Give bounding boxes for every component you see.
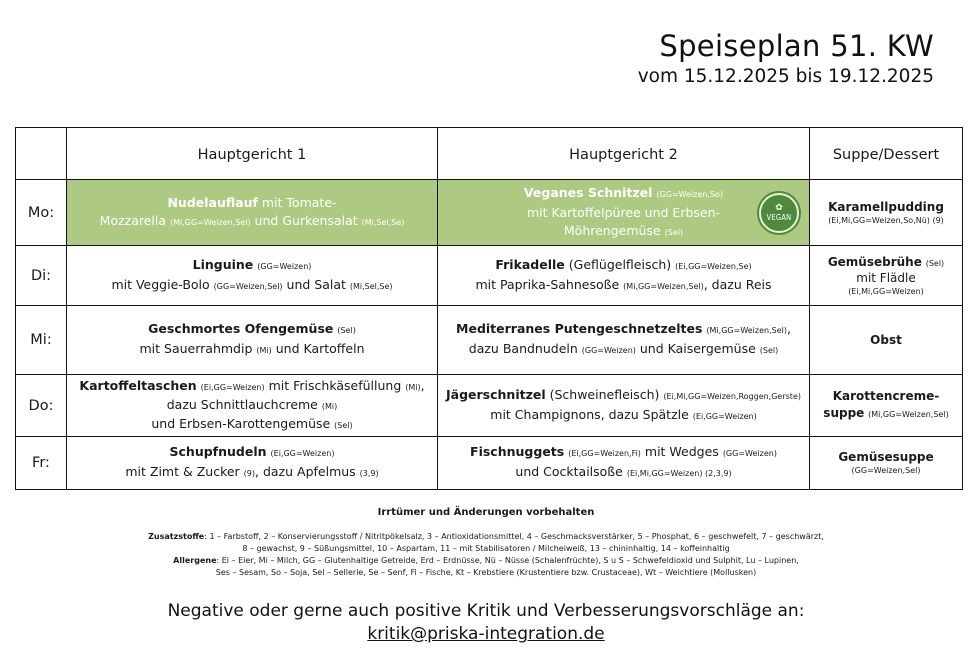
allergens: (Mi,GG=Weizen,Sel) [170, 217, 251, 227]
date-range: vom 15.12.2025 bis 19.12.2025 [637, 66, 934, 87]
page-title: Speiseplan 51. KW [659, 29, 934, 63]
allergens: (Mi) [321, 402, 338, 411]
allergens: (Sel) [664, 227, 684, 237]
allergens: (Ei,GG=Weizen) [200, 383, 265, 392]
main-dish-1 [67, 306, 438, 375]
allergens: (Ei,Mi,GG=Weizen,Roggen,Gerste) [663, 391, 801, 401]
allergens-text: : Ei – Eier, Mi – Milch, GG – Glutenhaltige Getreide, Erd – Erdnüsse, Nü – Nüsse (Schalenfrüchte), S u S – Schwefeldioxid und Sulphit, Lu – Lupinen, [216, 556, 799, 565]
disclaimer: Irrtümer und Änderungen vorbehalten [377, 507, 595, 518]
main-dish-2 [438, 306, 810, 375]
dish-text: mit Zimt & Zucker [125, 464, 244, 479]
additives-text-2: 8 – gewachst, 9 – Süßungsmittel, 10 – Aspartam, 11 – mit Stabilisatoren / Milcheiweiß, 13 – chininhaltig, 14 – koffeinhaltig [242, 544, 730, 553]
allergens-text-2: Ses – Sesam, So – Soja, Sel – Sellerie, Se – Senf, Fi – Fische, Kt – Krebstiere (Krustentiere bzw. Crustaceae), Wt – Weichtiere (Mollusken) [215, 568, 757, 577]
dish-name: Schupfnudeln [169, 444, 267, 459]
dish-text: Möhrengemüse [563, 222, 665, 238]
feedback-section [0, 600, 972, 646]
soup-dessert [810, 180, 963, 246]
allergens: (Ei,GG=Weizen) [692, 411, 757, 421]
legend [0, 531, 972, 579]
soup-dessert [810, 306, 963, 375]
header-soup-dessert: Suppe/Dessert [810, 128, 963, 180]
allergens: (Ei,GG=Weizen,Se) [675, 261, 752, 271]
dish-text: mit Sauerrahmdip [139, 341, 257, 356]
allergens: (Sel) [759, 346, 779, 355]
dish-name: Jägerschnitzel [446, 386, 546, 402]
allergens: (Mi,GG=Weizen,Sel) [623, 281, 704, 291]
vegan-badge-label: VEGAN [766, 213, 792, 222]
dish-text: und Salat [282, 276, 350, 292]
allergens: (Ei,Mi,GG=Weizen) [848, 286, 924, 296]
day-label: Di: [16, 246, 67, 306]
allergens: (GG=Weizen,Sel) [851, 466, 921, 475]
day-label: Mi: [16, 306, 67, 375]
allergens: (Sel) [925, 258, 945, 268]
dish-text: , [786, 321, 791, 336]
main-dish-1 [67, 180, 438, 246]
main-dish-2 [438, 246, 810, 306]
allergens: (Mi) [405, 383, 421, 392]
dish-text: und Kaisergemüse [635, 341, 760, 356]
day-label: Fr: [16, 437, 67, 490]
allergens: (Mi,GG=Weizen,Sel) [706, 326, 787, 335]
page-header [638, 28, 934, 90]
dish-name: Obst [870, 332, 902, 347]
dish-name: Karamellpudding [828, 199, 944, 214]
dish-text: mit Champignons, dazu Spätzle [490, 406, 693, 422]
main-dish-2 [438, 375, 810, 437]
dish-name: Frikadelle [495, 256, 565, 272]
dish-name: Geschmortes Ofengemüse [148, 321, 334, 336]
allergens: (Ei,Mi,GG=Weizen,So,Nü) (9) [828, 215, 944, 225]
allergens-legend [0, 555, 972, 567]
allergens: (Mi,GG=Weizen,Sel) [868, 410, 949, 419]
dish-name: Veganes Schnitzel [523, 184, 653, 200]
dish-text: , [420, 378, 425, 393]
dish-name: Nudelauflauf [167, 194, 258, 210]
feedback-text: Negative oder gerne auch positive Kritik und Verbesserungsvorschläge an: [167, 601, 805, 621]
dish-name: Fischnuggets [470, 444, 565, 459]
table-row-tuesday [16, 246, 963, 306]
day-label: Mo: [16, 180, 67, 246]
soup-dessert [810, 437, 963, 490]
soup-dessert [810, 246, 963, 306]
header-day [16, 128, 67, 180]
dish-text: mit Flädle [856, 270, 916, 285]
allergens: (GG=Weizen,Sel) [213, 281, 283, 291]
table-row-wednesday [16, 306, 963, 375]
header-main-dish-2: Hauptgericht 2 [438, 128, 810, 180]
dish-text: , dazu Apfelmus [255, 464, 360, 479]
vegan-icon [759, 193, 799, 233]
allergens: (Sel) [337, 326, 356, 335]
allergens: (GG=Weizen,So) [656, 189, 724, 199]
leaf-icon: ✿ [775, 203, 783, 213]
soup-dessert [810, 375, 963, 437]
dish-text: dazu Bandnudeln [468, 341, 582, 356]
dish-text: (Schweinefleisch) [545, 386, 664, 402]
dish-name: Linguine [192, 256, 254, 272]
allergens: (Mi) [256, 346, 272, 355]
dish-text: , dazu Reis [703, 276, 772, 292]
dish-text: mit Frischkäsefüllung [264, 378, 406, 393]
main-dish-2 [438, 437, 810, 490]
allergens: (GG=Weizen) [581, 346, 636, 355]
dish-name: Gemüsesuppe [838, 450, 934, 464]
additives-label: Zusatzstoffe [148, 532, 205, 541]
dish-text: dazu Schnittlauchcreme [166, 397, 322, 412]
allergens-label: Allergene [173, 556, 217, 565]
dish-text: mit Kartoffelpüree und Erbsen- [526, 204, 721, 220]
table-header-row [16, 128, 963, 180]
dish-text: Mozzarella [99, 212, 171, 228]
allergens: (3,9) [359, 469, 379, 478]
menu-table [15, 127, 963, 490]
allergens: (Ei,GG=Weizen) [270, 449, 335, 458]
dish-name: Kartoffeltaschen [79, 378, 197, 393]
allergens: (Mi,Sel,Se) [349, 281, 393, 291]
dish-text: und Gurkensalat [250, 212, 362, 228]
dish-name: Gemüsebrühe [827, 254, 922, 269]
dish-text: und Erbsen-Karottengemüse [151, 416, 335, 431]
additives-text: : 1 – Farbstoff, 2 – Konservierungsstoff / Nitritpökelsalz, 3 – Antioxidationsmittel, 4 – Geschmacksverstärker, 5 – Phosphat, 6 – geschwefelt, 7 – geschwärzt, [204, 532, 824, 541]
dish-text: mit Veggie-Bolo [111, 276, 214, 292]
feedback-email-link[interactable]: kritik@priska-integration.de [367, 624, 605, 644]
allergens: (Mi,Sel,Se) [361, 217, 405, 227]
table-row-thursday [16, 375, 963, 437]
allergens: (Ei,GG=Weizen,Fi) [568, 449, 641, 458]
main-dish-1 [67, 375, 438, 437]
dish-text: und Kartoffeln [271, 341, 365, 356]
table-row-friday [16, 437, 963, 490]
allergens: (GG=Weizen) [722, 449, 777, 458]
allergens: (GG=Weizen) [257, 261, 312, 271]
main-dish-2 [438, 180, 810, 246]
allergens: (Ei,Mi,GG=Weizen) (2,3,9) [626, 469, 732, 478]
allergens: (9) [243, 469, 256, 478]
additives-legend [0, 531, 972, 543]
dish-text: (Geflügelfleisch) [564, 256, 676, 272]
main-dish-1 [67, 437, 438, 490]
dish-name: Mediterranes Putengeschnetzeltes [456, 321, 703, 336]
table-row-monday [16, 180, 963, 246]
dish-name: suppe [823, 406, 865, 420]
main-dish-1 [67, 246, 438, 306]
dish-text: mit Paprika-Sahnesoße [475, 276, 624, 292]
dish-text: und Cocktailsoße [515, 464, 627, 479]
day-label: Do: [16, 375, 67, 437]
header-main-dish-1: Hauptgericht 1 [67, 128, 438, 180]
dish-text: mit Wedges [640, 444, 723, 459]
dish-name: Karottencreme- [832, 389, 940, 403]
dish-text: mit Tomate- [257, 194, 337, 210]
allergens: (Sel) [334, 421, 353, 430]
